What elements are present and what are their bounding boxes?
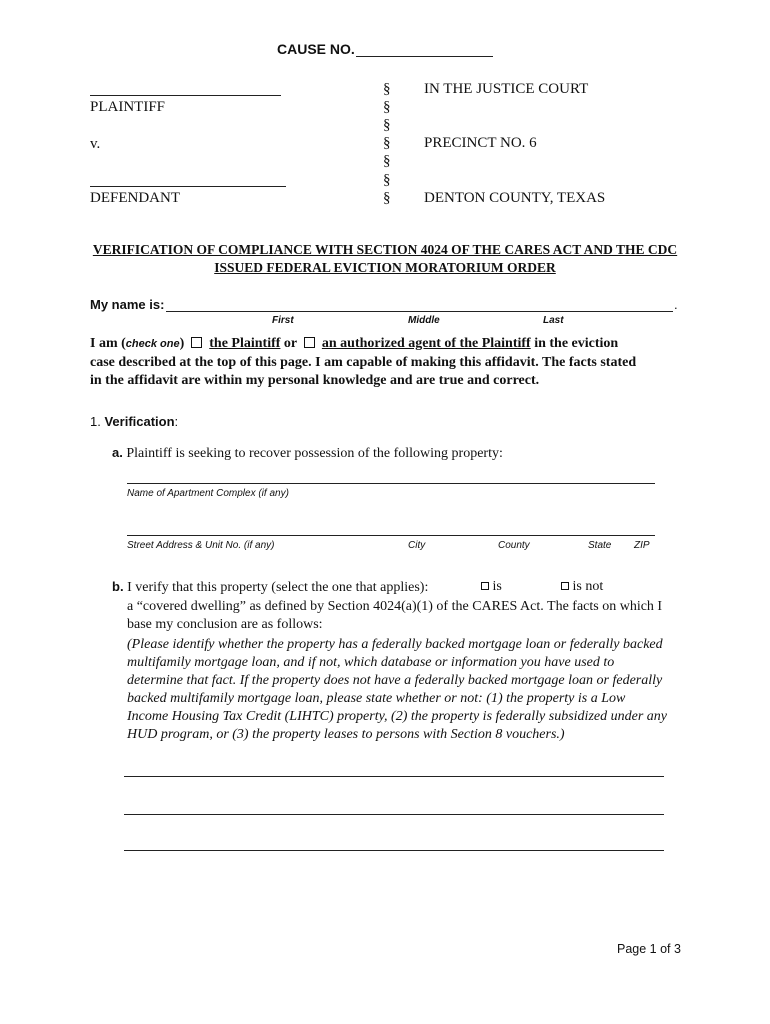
- street-address-field[interactable]: [127, 535, 655, 536]
- apartment-complex-label: Name of Apartment Complex (if any): [127, 488, 289, 499]
- item-a-label: a.: [112, 445, 123, 460]
- facts-answer-line-2[interactable]: [124, 814, 664, 815]
- is-covered-checkbox[interactable]: [481, 582, 489, 590]
- middle-name-label: Middle: [408, 315, 440, 326]
- street-address-label: Street Address & Unit No. (if any): [127, 540, 275, 551]
- is-not-covered-checkbox[interactable]: [561, 582, 569, 590]
- plaintiff-name-field[interactable]: [90, 95, 281, 96]
- cause-number-label: CAUSE NO.: [277, 41, 355, 57]
- item-b: [112, 578, 428, 597]
- section-symbol: §: [383, 153, 391, 169]
- capacity-tail: in the eviction: [534, 336, 619, 351]
- capacity-line-2: case described at the top of this page. I am capable of making this affidavit. The facts stated: [90, 355, 637, 370]
- cause-number-field[interactable]: [356, 56, 493, 57]
- section-symbol: §: [383, 135, 391, 151]
- capacity-line: [90, 336, 618, 352]
- instruction-line: multifamily mortgage loan, and if not, which database or information you have used to: [127, 655, 615, 670]
- plaintiff-checkbox[interactable]: [191, 337, 202, 348]
- heading-colon: :: [174, 414, 179, 429]
- section-number: 1: [90, 414, 98, 429]
- instruction-line: backed multifamily mortgage loan, please state whether or not: (1) the property is a Low: [127, 691, 626, 706]
- item-b-line-3: base my conclusion are as follows:: [127, 617, 323, 632]
- county-name: DENTON COUNTY, TEXAS: [424, 190, 606, 206]
- precinct-number: PRECINCT NO. 6: [424, 135, 537, 151]
- last-name-label: Last: [543, 315, 564, 326]
- section-symbol: §: [383, 172, 391, 188]
- plaintiff-label: PLAINTIFF: [90, 99, 166, 115]
- instruction-line: determine that fact. If the property does not have a federally backed mortgage loan or federally: [127, 673, 663, 688]
- state-label: State: [588, 540, 612, 551]
- instruction-line: (Please identify whether the property has a federally backed mortgage loan or federally backed: [127, 637, 663, 652]
- close-paren: ): [179, 336, 185, 351]
- option-agent-label: an authorized agent of the Plaintiff: [321, 336, 531, 351]
- first-name-label: First: [272, 315, 294, 326]
- is-not-option: [561, 578, 603, 596]
- document-title-line-2: ISSUED FEDERAL EVICTION MORATORIUM ORDER: [214, 260, 556, 275]
- section-symbol: §: [383, 99, 391, 115]
- item-b-line-2: a “covered dwelling” as defined by Section 4024(a)(1) of the CARES Act. The facts on which I: [127, 599, 663, 614]
- document-title-line-1: VERIFICATION OF COMPLIANCE WITH SECTION 4024 OF THE CARES ACT AND THE CDC: [92, 242, 678, 257]
- section-1-heading: 1. Verification:: [90, 414, 179, 429]
- capacity-line-3: in the affidavit are within my personal knowledge and are true and correct.: [90, 373, 540, 388]
- section-symbol: §: [383, 190, 391, 206]
- instruction-line: Income Housing Tax Credit (LIHTC) property, (2) the property is federally subsidized under any: [127, 709, 667, 724]
- option-plaintiff-label: the Plaintiff: [209, 336, 281, 351]
- agent-checkbox[interactable]: [304, 337, 315, 348]
- full-name-field[interactable]: [166, 311, 673, 312]
- is-option: [481, 578, 502, 596]
- defendant-name-field[interactable]: [90, 186, 286, 187]
- instruction-line: HUD program, or (3) the property leases to persons with Section 8 vouchers.): [127, 727, 565, 742]
- facts-answer-line-1[interactable]: [124, 776, 664, 777]
- section-symbol: §: [383, 81, 391, 97]
- defendant-label: DEFENDANT: [90, 190, 180, 206]
- is-label: is: [492, 579, 502, 594]
- city-label: City: [408, 540, 426, 551]
- item-a: [112, 444, 503, 463]
- section-heading-text: Verification: [104, 414, 175, 429]
- zip-label: ZIP: [634, 540, 650, 551]
- is-not-label: is not: [572, 579, 604, 594]
- my-name-label: My name is:: [90, 297, 165, 312]
- apartment-complex-field[interactable]: [127, 483, 655, 484]
- item-b-label: b.: [112, 579, 124, 594]
- name-period: .: [674, 297, 678, 312]
- i-am-label: I am (: [90, 336, 126, 351]
- county-label: County: [498, 540, 530, 551]
- page-number: Page 1 of 3: [617, 942, 681, 956]
- court-name: IN THE JUSTICE COURT: [424, 81, 589, 97]
- section-symbol: §: [383, 117, 391, 133]
- facts-answer-line-3[interactable]: [124, 850, 664, 851]
- or-label: or: [283, 336, 297, 351]
- versus-label: v.: [90, 136, 101, 152]
- check-one-hint: check one: [125, 338, 180, 350]
- item-b-text: I verify that this property (select the one that applies):: [127, 580, 429, 595]
- item-a-text: Plaintiff is seeking to recover possession of the following property:: [126, 446, 503, 461]
